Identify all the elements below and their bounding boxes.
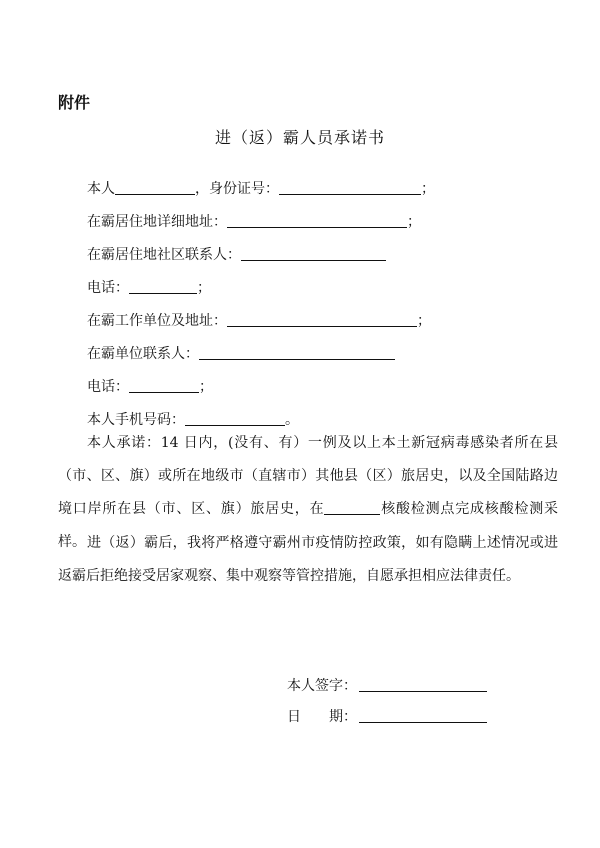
signature-label: 本人签字： (287, 678, 357, 694)
community-contact-blank[interactable] (241, 246, 386, 261)
pledge-text-1b: 核酸检测点完成核酸检测采样。 (58, 501, 559, 550)
phone-end-1: ； (197, 280, 211, 296)
name-blank[interactable] (115, 180, 195, 195)
work-line (87, 312, 431, 330)
work-contact-line (87, 345, 395, 363)
signature-blank[interactable] (359, 677, 487, 692)
phone-line-1 (87, 279, 211, 297)
work-contact-blank[interactable] (199, 345, 395, 360)
phone-label-2: 电话： (87, 379, 129, 395)
community-contact-line (87, 246, 386, 264)
annex-label: 附件 (58, 93, 91, 112)
test-site-blank[interactable] (324, 500, 380, 515)
document-title: 进（返）霸人员承诺书 (214, 128, 385, 147)
signature-line (287, 677, 487, 695)
id-number-blank[interactable] (279, 180, 421, 195)
name-label: 本人 (87, 181, 115, 197)
work-contact-label: 在霸单位联系人： (87, 346, 199, 362)
mobile-end: 。 (285, 412, 299, 428)
mobile-blank[interactable] (185, 411, 285, 426)
phone-label-1: 电话： (87, 280, 129, 296)
date-line (287, 708, 487, 726)
address-label: 在霸居住地详细地址： (87, 214, 227, 230)
phone-line-2 (87, 378, 213, 396)
phone-end-2: ； (199, 379, 213, 395)
id-label: ，身份证号： (195, 181, 279, 197)
address-blank[interactable] (227, 213, 407, 228)
name-id-line (87, 180, 435, 198)
address-end: ； (407, 214, 421, 230)
work-label: 在霸工作单位及地址： (87, 313, 227, 329)
work-end: ； (417, 313, 431, 329)
pledge-paragraph-2: 进（返）霸后，我将严格遵守霸州市疫情防控政策，如有隐瞒上述情况或进返霸后拒绝接受居家观察、集中观察等管控措施，自愿承担相应法律责任。 (58, 535, 558, 584)
id-end: ； (421, 181, 435, 197)
phone-blank-1[interactable] (129, 279, 197, 294)
phone-blank-2[interactable] (129, 378, 199, 393)
pledge-text-1a: 本人承诺：14 日内，(没有、有）一例及以上本土新冠病毒感染者所在县（市、区、旗）或所在地级市（直辖市）其他县（区）旅居史，以及全国陆路边境口岸所在县（市、区、旗）旅居史，在 (58, 435, 558, 517)
address-line (87, 213, 421, 231)
date-label: 日 期： (287, 709, 357, 725)
date-blank[interactable] (359, 708, 487, 723)
mobile-label: 本人手机号码： (87, 412, 185, 428)
work-blank[interactable] (227, 312, 417, 327)
community-contact-label: 在霸居住地社区联系人： (87, 247, 241, 263)
